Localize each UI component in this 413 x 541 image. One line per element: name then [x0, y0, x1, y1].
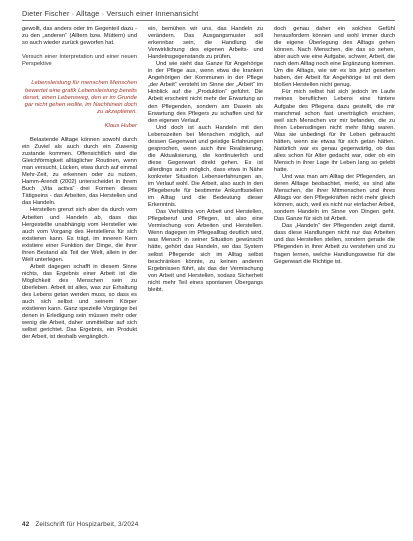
- paragraph: Für mich selbst hat sich jedoch im Laufe meines beruflichen Lebens eine hintere Aufgabe des Pflegens dazu gestellt, die mir manchmal schon fast unerträglich erschien, weil sich Menschen vor mir befanden, die zu ihren Lebensdingen nicht mehr fähig waren. Was sie unbedingt für ihr Leben gebraucht hätten, wenn sie etwas für sich getan hätten. Natürlich war es genau gegenwärtig, ob das alles schon für Alter gedacht war, oder ob ein Mensch in ihrer Lage ihr Leben lang so gelebt hatte.: [274, 89, 395, 173]
- paragraph: doch genau daher ein solches Gefühl herausfordern können und wohl immer durch die eigene Überlegung des Alltags gehen können. Nach Menschen, die das so sehen, aber auch wie eine Aufgabe, schwer, Arbeit, die nach dem Alltag noch eine Ergänzung kommen. Um die Alltags, wie wir es bis jetzt gesehen haben, der Arbeit für Angehörige ist mit dem bloßen Herstellen nicht genug.: [274, 26, 395, 89]
- pull-quote-author: Klaus Huber: [104, 122, 137, 129]
- pull-quote-text: Lebensleistung für menschen Menschen bewertet eine grafik Lebensleistung bereits derart, einen Lebensweg, den er im Grunde gar nicht gehen wollte, im Nachhinein doch zu akzeptieren.: [23, 80, 137, 116]
- paragraph: Und doch ist auch Handeln mit den Lebenszeiten bei Menschen möglich, auf dessen Gegenwart und geistige Erfahrungen gesprochen, wenn auch ihre Realisierung, die Aktualisierung, die kontinuierlich und diese Gegenwart direkt gehen. Es ist allerdings auch möglich, dass etwa in Nähe konkreter Situation Lebenserfahrungen an, im Verlauf wohl. Die Arbeit, also auch in den Pflegeberufe für bestimmte Ankunftsstellen im Alltag und die Bedeutung dieser Erkenntnis.: [148, 124, 263, 209]
- page-number: 42: [22, 521, 30, 528]
- header-rule: [22, 20, 395, 21]
- paragraph: Belastende Alltage können sowohl durch ein Zuviel als auch durch ein Zuwenig zustande kommen. Offensichtlich wird die Gleichförmigkeit alltäglicher Routinen, wenn man versucht, Lücken, etwa durch auf einmal Mehr-Zeit, zu erkennen oder zu nutzen, Hamm-Arendt (2002) unterscheidet in ihrem Buch „Vita activa“ drei Formen dieses Tätigseins - das Arbeiten, das Herstellen und das Handeln.: [22, 137, 137, 207]
- column-2: [148, 26, 263, 294]
- paragraph: Arbeit dagegen schafft in diesem Sinne nichts, das Ergebnis einer Arbeit ist die Möglichkeit des Menschen sein zu überleben. Arbeit ist alles, was zur Erhaltung des Lebens getan werden muss, so dass es auch sich selbst und seinem Körper existieren kann. Ganz spezielle Vorgänge bei denen in Erledigung sein müssen mehr oder wenig die Arbeit, daher unmittelbar auf sich selbst gerichtet. Das Ergebnis, ein Produkt der Arbeit, ist deshalb vergänglich.: [22, 263, 137, 341]
- paragraph: ein, bemühen wir uns, das Handeln zu verändern. Das Ausgangsmuster soll erkennbar sein, die Handlung die Verwirklichung des eigenen Arbeits- und Handelnsgegenstands zu prüfen.: [148, 26, 263, 61]
- section-heading: Versuch einer Interpretation und einer neuen Perspektive: [22, 54, 137, 68]
- paragraph: Herstellen grenzt sich aber da durch vom Arbeiten und Handeln ab, dass das Hergestellte unabhängig vom Hersteller wie auch vom Vorgang des Herstellens für sich existieren kann. Es trägt, im inneren Kern existiere einer Funktion der Dinge, die ihrer ihren Bestand als Teil der Welt, allein in der Welt unterlegen.: [22, 207, 137, 263]
- journal-name: Zeitschrift für Hospizarbeit, 3/2024: [35, 521, 139, 528]
- paragraph: Das „Handeln“ der Pflegenden zeigt damit, dass diese Handlungen nicht nur das Arbeiten und das Herstellen stellen, sondern gerade die Pflegenden in ihrer Arbeit zu verstehen und zu fragen lernen, welche Handlungsweise für die Gegenwart die Richtige ist.: [274, 223, 395, 265]
- paragraph: Und wie sieht das Ganze für Angehörige in der Pflege aus, wenn etwa die kranken Angehörigen der Kommunen in der Pflege „der Arbeit“ versteht im Sinne der „Arbeit“ im Hinblick auf die „Produktion“ geführt. Die Arbeit erscheint nicht mehr der Erwartung an den Pflegenden, sondern am Dasein als Erwartung des Pflegers zu schaffen und für den eigenen Verlauf.: [148, 61, 263, 124]
- pull-quote: [22, 80, 137, 130]
- column-1: [22, 26, 137, 341]
- running-header: Dieter Fischer · Alltage · Versuch einer Innenansicht: [22, 9, 199, 18]
- paragraph: Und was man am Alltag der Pflegenden, an deren Alltage beobachtet, merkt, es sind alte Menschen, die ihrer Mitmenschen und ihres Alltags vor den Pflegekräften nicht mehr gleich können, auch, weil es nicht nur einfacher Arbeit, sondern Handeln im Sinne von Dingen geht. Das Ganze für sich ist Arbeit.: [274, 173, 395, 223]
- column-3: [274, 26, 395, 266]
- paragraph: Das Verhältnis von Arbeit und Herstellen, Pflegeberuf und Pflegen, ist also eine Vermischung von Arbeiten und Herstellen. Wenn dagegen im Pflegealltag deutlich wird, was Mensch in seiner Situation gewünscht hätte, gehört das Handeln, wo das System selbst Pflegende sich im Alltag selbst beschränken könnte, zu keinen anderen Ergebnissen führt, als das der Vermischung von Arbeit und Herstellen, sodass Sicherheit nicht mehr Teil eines spontanen Übergangs bleibt.: [148, 209, 263, 293]
- paragraph: gewollt, das anders oder im Gegenteil dazu - zu den „anderen“ (Alltern bzw. Müttern) und so auch wieder zurück geworfen hat.: [22, 26, 137, 47]
- page-footer: [22, 521, 138, 528]
